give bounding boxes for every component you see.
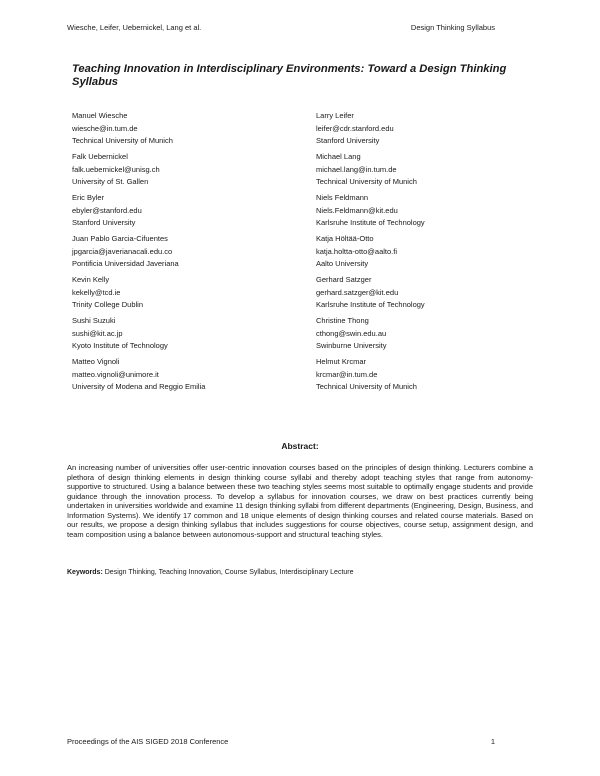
author-name: Sushi Suzuki <box>72 316 116 325</box>
author-block <box>316 110 394 148</box>
author-block <box>72 356 205 394</box>
author-email: sushi@kit.ac.jp <box>72 328 123 338</box>
author-affiliation: University of St. Gallen <box>72 177 149 186</box>
author-name: Michael Lang <box>316 152 361 161</box>
author-block <box>72 192 142 230</box>
author-affiliation: Stanford University <box>72 218 136 227</box>
author-affiliation: Stanford University <box>316 136 380 145</box>
author-block <box>316 315 386 353</box>
author-name: Christine Thong <box>316 316 369 325</box>
author-block <box>316 151 417 189</box>
author-affiliation: Aalto University <box>316 259 369 268</box>
author-name: Juan Pablo Garcia-Cifuentes <box>72 234 168 243</box>
footer-proceedings: Proceedings of the AIS SIGED 2018 Conference <box>67 737 229 746</box>
author-email: falk.uebernickel@unisg.ch <box>72 164 160 174</box>
author-email: wiesche@in.tum.de <box>72 123 138 133</box>
abstract-body: An increasing number of universities offer user-centric innovation courses based on the principles of design thinking. Lecturers combine a plethora of design thinking elements in design thinking course syllabi and thereby adopt teaching styles that range from autonomy-supportive to structured. Using a balance between these two teaching styles seems most suitable to optimally engage students and provide guidance through the innovation process. To develop a syllabus for innovation courses, we draw on best practices currently being undertaken in universities worldwide and examine 11 design thinking syllabi from different departments (Engineering, Design, Business, and Information Systems). We identify 17 common and 18 unique elements of design thinking courses and related course materials. Based on our results, we propose a design thinking syllabus that includes suggestions for course objectives, course setup, assignment design, and team composition using a balance between autonomous-support and structural teaching styles. <box>67 463 533 539</box>
author-name: Gerhard Satzger <box>316 275 372 284</box>
author-affiliation: Technical University of Munich <box>72 136 173 145</box>
author-name: Falk Uebernickel <box>72 152 128 161</box>
author-name: Helmut Krcmar <box>316 357 367 366</box>
author-block <box>72 110 173 148</box>
author-affiliation: Swinburne University <box>316 341 387 350</box>
author-email: matteo.vignoli@unimore.it <box>72 369 159 379</box>
author-email: leifer@cdr.stanford.edu <box>316 123 394 133</box>
author-email: ebyler@stanford.edu <box>72 205 142 215</box>
keywords-label: Keywords: <box>67 569 103 576</box>
keywords <box>67 568 533 577</box>
author-affiliation: Pontificia Universidad Javeriana <box>72 259 179 268</box>
author-block <box>72 274 143 312</box>
author-email: michael.lang@in.tum.de <box>316 164 397 174</box>
author-affiliation: Karlsruhe Institute of Technology <box>316 218 425 227</box>
author-name: Larry Leifer <box>316 111 354 120</box>
paper-title: Teaching Innovation in Interdisciplinary Environments: Toward a Design Thinking Syllabus <box>72 63 507 88</box>
author-block <box>316 274 425 312</box>
author-name: Matteo Vignoli <box>72 357 120 366</box>
header-authors: Wiesche, Leifer, Uebernickel, Lang et al. <box>67 23 202 32</box>
author-email: krcmar@in.tum.de <box>316 369 378 379</box>
page-number: 1 <box>490 737 495 746</box>
keywords-text: Design Thinking, Teaching Innovation, Course Syllabus, Interdisciplinary Lecture <box>102 569 354 576</box>
abstract-heading: Abstract: <box>281 441 319 451</box>
author-block <box>72 151 160 189</box>
author-name: Niels Feldmann <box>316 193 369 202</box>
author-email: gerhard.satzger@kit.edu <box>316 287 399 297</box>
author-affiliation: University of Modena and Reggio Emilia <box>72 382 206 391</box>
author-email: cthong@swin.edu.au <box>316 328 387 338</box>
author-block <box>316 192 425 230</box>
author-affiliation: Kyoto Institute of Technology <box>72 341 168 350</box>
author-affiliation: Technical University of Munich <box>316 177 417 186</box>
author-email: kekelly@tcd.ie <box>72 287 121 297</box>
running-footer <box>67 737 495 746</box>
author-name: Eric Byler <box>72 193 105 202</box>
author-block <box>316 356 417 394</box>
author-email: jpgarcia@javerianacali.edu.co <box>72 246 173 256</box>
author-name: Kevin Kelly <box>72 275 110 284</box>
author-name: Manuel Wiesche <box>72 111 128 120</box>
author-email: Niels.Feldmann@kit.edu <box>316 205 398 215</box>
running-header <box>67 23 495 32</box>
author-block <box>72 233 179 271</box>
header-short-title: Design Thinking Syllabus <box>410 23 495 32</box>
author-affiliation: Technical University of Munich <box>316 382 417 391</box>
author-email: katja.holtta-otto@aalto.fi <box>316 246 397 256</box>
author-affiliation: Karlsruhe Institute of Technology <box>316 300 425 309</box>
author-block <box>72 315 168 353</box>
author-name: Katja Höltää-Otto <box>316 234 374 243</box>
author-block <box>316 233 397 271</box>
author-affiliation: Trinity College Dublin <box>72 300 144 309</box>
